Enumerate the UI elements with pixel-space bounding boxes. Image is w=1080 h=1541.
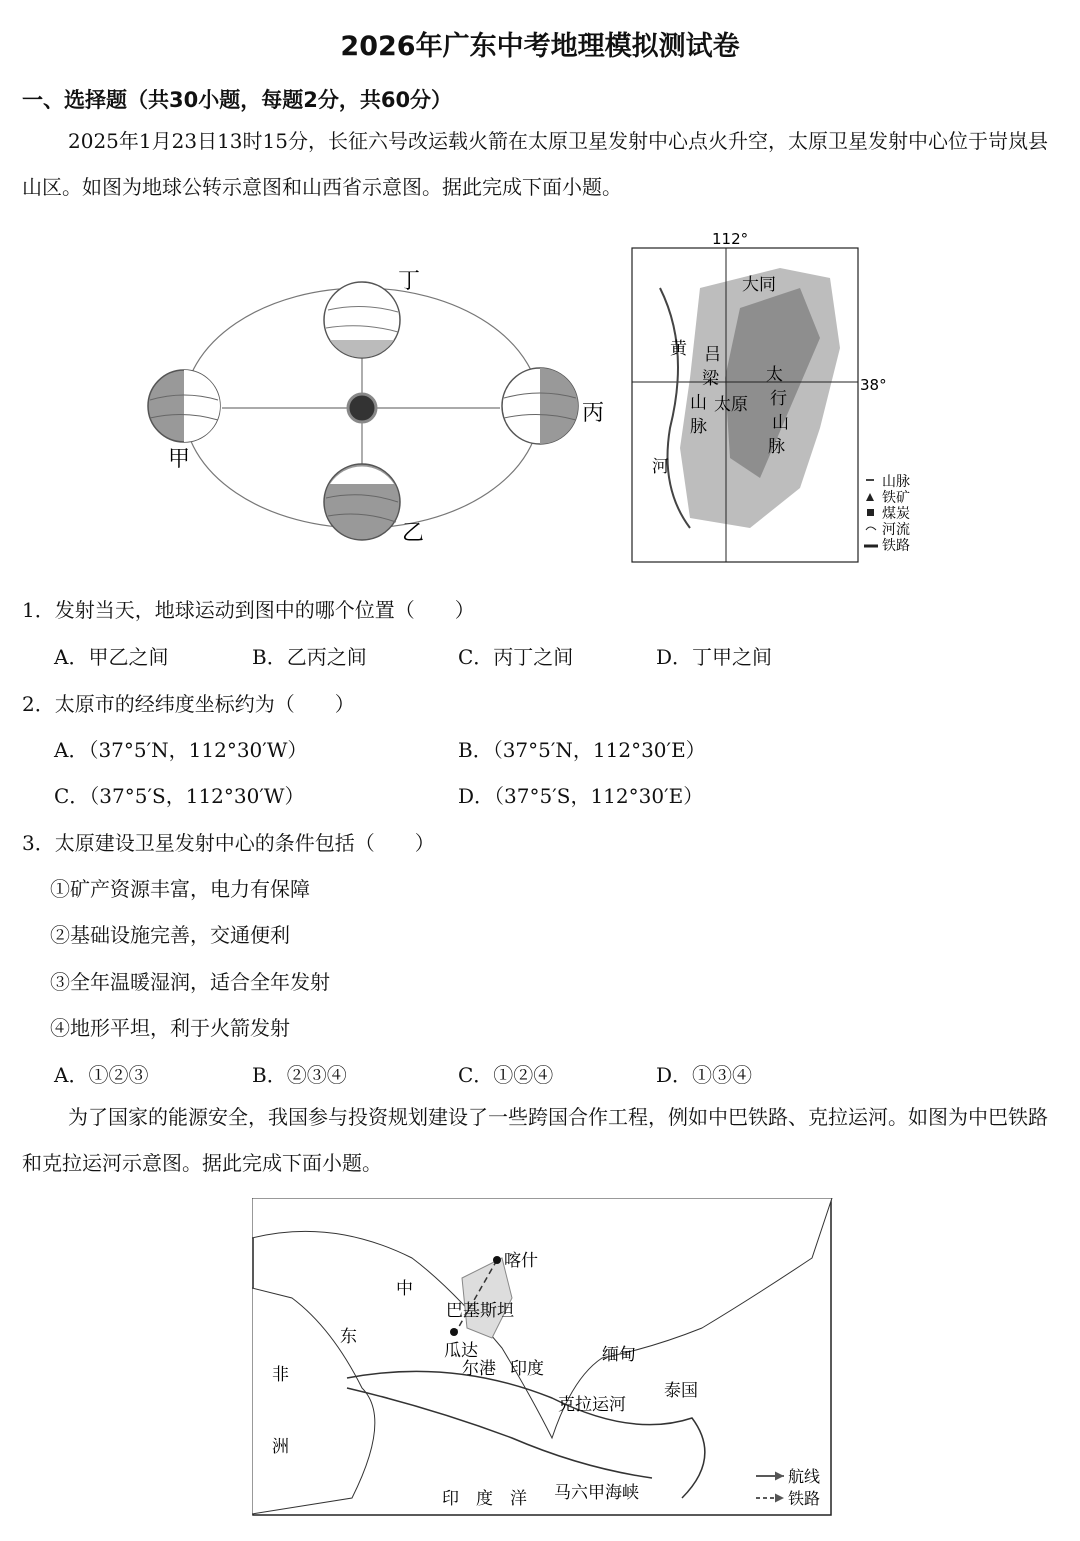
q3-statement-1: ①矿产资源丰富，电力有保障 — [50, 877, 310, 901]
label-guada: 瓜达 — [444, 1341, 478, 1361]
intro-paragraph-1: 2025年1月23日13时15分，长征六号改运载火箭在太原卫星发射中心点火升空，太原卫星发射中心位于岢岚县山区。如图为地球公转示意图和山西省示意图。据此完成下面小题。 — [22, 129, 1048, 199]
earth-orbit-figure — [140, 240, 620, 560]
intro-paragraph-2: 为了国家的能源安全，我国参与投资规划建设了一些跨国合作工程，例如中巴铁路、克拉运河。如图为中巴铁路和克拉运河示意图。据此完成下面小题。 — [22, 1105, 1048, 1175]
legend-route: 航线 — [788, 1467, 821, 1486]
asia-map-figure — [252, 1198, 834, 1518]
label-huang: 黄 — [670, 339, 687, 359]
label-ding: 丁 — [398, 269, 421, 294]
q1-option-a[interactable]: A．甲乙之间 — [54, 645, 169, 669]
label-taihang-shan: 山 — [772, 413, 789, 433]
earth-jia-icon — [148, 370, 220, 442]
q3-option-d[interactable]: D．①③④ — [656, 1063, 753, 1087]
q3-statement-3: ③全年温暖湿润，适合全年发射 — [50, 970, 330, 994]
label-taihang-mai: 脉 — [768, 437, 785, 457]
q2-option-d[interactable]: D．（37°5′S，112°30′E） — [458, 784, 704, 808]
label-indian-ocean: 印 度 洋 — [442, 1489, 527, 1509]
q1-option-b[interactable]: B．乙丙之间 — [252, 645, 367, 669]
page-title: 2026年广东中考地理模拟测试卷 — [340, 31, 740, 62]
label-zhou: 洲 — [272, 1437, 289, 1457]
section-heading: 一、选择题（共30小题，每题2分，共60分） — [22, 88, 453, 112]
legend-rail: 铁路 — [788, 1489, 821, 1508]
legend-railway: 铁路 — [882, 538, 910, 554]
question-3-stem: 3．太原建设卫星发射中心的条件包括（ ） — [22, 831, 435, 855]
label-lvliang-mai: 脉 — [690, 417, 707, 437]
label-port: 尔港 — [462, 1359, 496, 1379]
q2-option-b[interactable]: B．（37°5′N，112°30′E） — [458, 738, 706, 762]
label-taihang-hang: 行 — [770, 389, 787, 409]
label-dong: 东 — [340, 1327, 357, 1347]
q3-option-b[interactable]: B．②③④ — [252, 1063, 347, 1087]
label-yi: 乙 — [402, 521, 425, 546]
label-kashgar: 喀什 — [504, 1251, 538, 1271]
label-taihang-tai: 太 — [766, 365, 783, 385]
question-1-stem: 1．发射当天，地球运动到图中的哪个位置（ ） — [22, 598, 475, 622]
earth-yi-icon — [324, 464, 400, 540]
label-india: 印度 — [510, 1359, 544, 1379]
label-taiyuan: 太原 — [714, 395, 748, 415]
q1-option-c[interactable]: C．丙丁之间 — [458, 645, 574, 669]
label-lv: 吕 — [704, 345, 721, 365]
label-lon-112: 112° — [712, 230, 749, 248]
label-lvliang-shan: 山 — [690, 393, 707, 413]
shanxi-map-figure — [630, 228, 950, 568]
q3-option-c[interactable]: C．①②④ — [458, 1063, 554, 1087]
label-pakistan: 巴基斯坦 — [446, 1301, 514, 1321]
q3-statement-2: ②基础设施完善，交通便利 — [50, 923, 290, 947]
q1-option-d[interactable]: D．丁甲之间 — [656, 645, 773, 669]
legend-mountain: 山脉 — [882, 474, 910, 490]
label-myanmar: 缅甸 — [602, 1345, 636, 1365]
label-he: 河 — [652, 457, 669, 477]
label-malacca: 马六甲海峡 — [554, 1483, 639, 1503]
legend-river: 河流 — [882, 522, 910, 538]
earth-bing-icon — [502, 368, 578, 444]
label-datong: 大同 — [742, 275, 776, 295]
q3-statement-4: ④地形平坦，利于火箭发射 — [50, 1016, 290, 1040]
label-liang: 梁 — [702, 369, 719, 389]
legend-iron: 铁矿 — [882, 490, 910, 506]
legend-coal: 煤炭 — [882, 506, 910, 522]
sun-icon — [348, 394, 376, 422]
earth-ding-icon — [324, 282, 400, 358]
question-2-stem: 2．太原市的经纬度坐标约为（ ） — [22, 692, 355, 716]
q3-option-a[interactable]: A．①②③ — [54, 1063, 149, 1087]
label-thailand: 泰国 — [664, 1381, 698, 1401]
label-jia: 甲 — [168, 447, 191, 472]
q2-option-c[interactable]: C．（37°5′S，112°30′W） — [54, 784, 305, 808]
label-kra-canal: 克拉运河 — [558, 1395, 626, 1415]
label-fei: 非 — [272, 1365, 289, 1385]
label-lat-38: 38° — [860, 376, 887, 394]
label-zhong: 中 — [396, 1279, 413, 1299]
label-bing: 丙 — [582, 401, 605, 426]
q2-option-a[interactable]: A．（37°5′N，112°30′W） — [54, 738, 308, 762]
